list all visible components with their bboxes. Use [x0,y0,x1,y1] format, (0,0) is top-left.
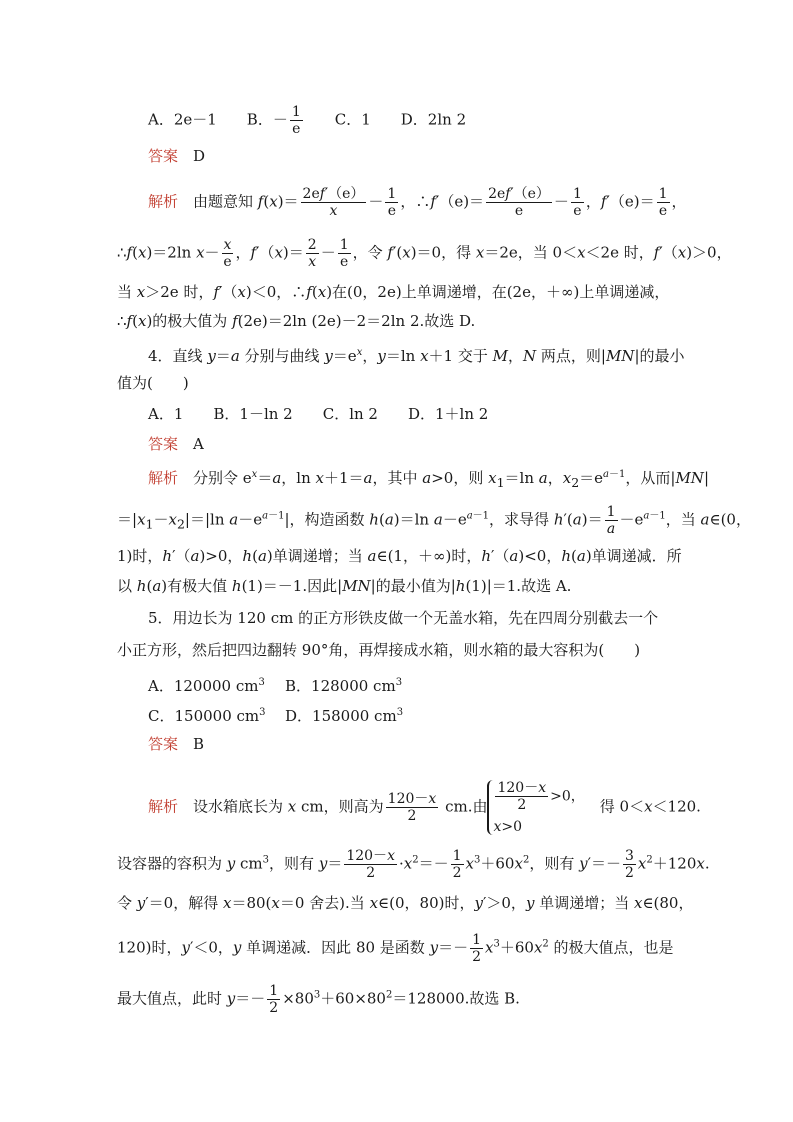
q5-option-c: C．150000 $cm^3$ [148,707,266,725]
q5-option-a: A．120000 $cm^3$ [148,677,265,695]
q4-options: A．1 B．1－ln 2 C．ln 2 D．1＋ln 2 [148,405,489,423]
q5-answer-row [148,734,204,754]
answer-label: 答案 [148,147,179,165]
solution-label: 解析 [148,797,179,816]
answer-label: 答案 [148,435,179,453]
q4-stem-1: 4．直线 y＝a 分别与曲线 $y=e^x$，y＝ln x＋1 交于 M，N 两点，则|MN|的最小 [148,347,685,365]
q4-solution-line-4: 以 h(a)有极大值 h(1)＝－1.因此|MN|的最小值为|h(1)|＝1.故选 A. [117,577,572,595]
q5-solution-line-1: 解析 设水箱底长为 x cm，则高为 $\frac{120-x}{2}$ cm.由 $\frac{120-x}{2}$ >0， x>0 得 0＜x＜120. [148,780,701,835]
answer-label: 答案 [148,735,179,753]
answer-value: A [193,435,204,453]
q4-answer-row [148,434,204,454]
q5-solution-line-2: 设容器的容积为 y $cm^3$，则有 y＝ $\frac{120-x}{2}$ $\cdot x^2=-$ $\frac{1}{2}$ $x^3+60x^2$，则有 y′＝－ $\frac{3}{2}$ $x^2+120x$. [117,848,710,881]
q5-stem-2: 小正方形，然后把四边翻转 90°角，再焊接成水箱，则水箱的最大容积为( ) [117,641,641,659]
inequality-system: $\frac{120-x}{2}$ >0， x>0 [487,780,584,835]
q5-solution-line-4: 120)时，y′＜0，y 单调递减．因此 80 是函数 y＝－ $\frac{1}{2}$ $x^3+60x^2$ 的极大值点，也是 [117,932,674,965]
answer-value: D [193,147,206,165]
q3-options: A．2e－1 B．－ $\frac{1}{e}$ C．1 D．2ln 2 [148,104,467,137]
q5-stem-1: 5．用边长为 120 cm 的正方形铁皮做一个无盖水箱，先在四周分别截去一个 [148,609,659,627]
q3-answer-row [148,146,205,166]
q3-solution-line-3: 当 x＞2e 时，f′（x)＜0，∴f(x)在(0，2e)上单调递增，在(2e，＋∞)上单调递减， [117,283,670,301]
q4-stem-2: 值为( ) [117,374,189,392]
q3-solution-line-4: ∴f(x)的极大值为 f(2e)＝2ln (2e)－2＝2ln 2.故选 D. [117,312,476,330]
solution-label: 解析 [148,192,179,211]
q5-solution-line-5: 最大值点，此时 y＝－ $\frac{1}{2}$ $\times 80^3+60\times 80^2=128000$.故选 B. [117,983,520,1016]
solution-label: 解析 [148,469,179,487]
q3-solution-line-1: 解析 由题意知 f(x)＝ $\frac{2ef'(e)}{x}$ － $\frac{1}{e}$ ，∴f′（e)＝ $\frac{2ef'(e)}{e}$ － $\frac{1}{e}$ ，f′（e)＝ $\frac{1}{e}$ ， [148,186,687,219]
q3-solution-line-2: ∴f(x)＝2ln x－ $\frac{x}{e}$ ，f′（x)＝ $\frac{2}{x}$ － $\frac{1}{e}$ ，令 f′(x)＝0，得 x＝2e，当 0＜x＜2e 时，f′（x)＞0， [117,237,732,270]
q5-solution-line-3: 令 y′＝0，解得 x＝80(x＝0 舍去).当 x∈(0，80)时，y′＞0，y 单调递增；当 x∈(80， [117,894,694,912]
q5-option-d: D．158000 $cm^3$ [285,707,404,725]
q4-solution-line-2: $=|x_1-x_2|=|\ln$ $a-e^{a-1}|$，构造函数 h(a)＝ln $a-e^{a-1}$，求导得 h′(a)＝ $\frac{1}{a}$ $-e^{a-1}$，当 a∈(0， [117,504,751,537]
fraction: $\frac{1}{e}$ [291,104,301,137]
q4-solution-line-3: 1)时，h′（a)>0，h(a)单调递增；当 a∈(1，＋∞)时，h′（a)<0，h(a)单调递减．所 [117,547,682,565]
q5-option-b: B．128000 $cm^3$ [285,677,403,695]
answer-value: B [193,735,205,753]
q4-solution-line-1: 解析 分别令 $e^x=a$，ln x＋1＝a，其中 a>0，则 $x_1=\ln$ a，$x_2=e^{a-1}$，从而|MN| [148,469,709,490]
